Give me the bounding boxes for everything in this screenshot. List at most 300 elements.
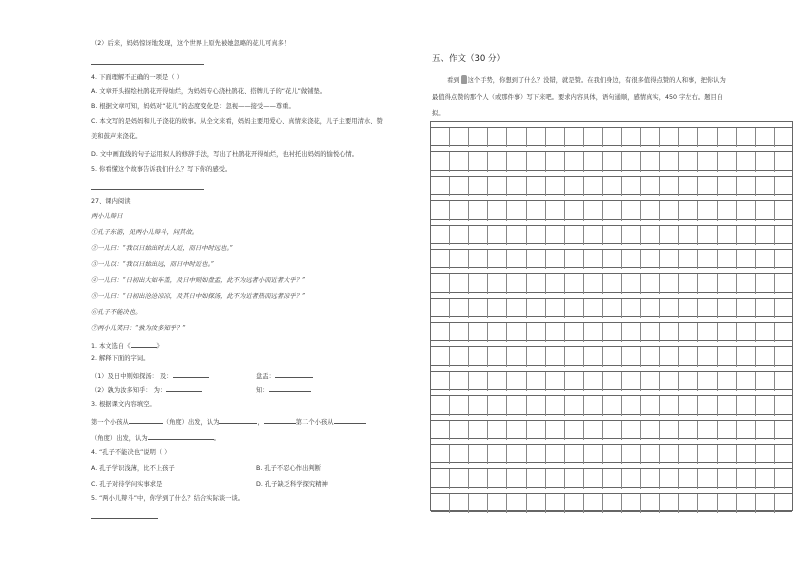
grid-cell[interactable] (603, 469, 622, 488)
grid-cell[interactable] (507, 274, 526, 293)
grid-cell[interactable] (641, 128, 660, 147)
grid-cell[interactable] (546, 421, 565, 440)
grid-cell[interactable] (488, 201, 507, 220)
grid-cell[interactable] (660, 128, 679, 147)
grid-cell[interactable] (469, 469, 488, 488)
grid-cell[interactable] (622, 323, 641, 342)
grid-cell[interactable] (679, 396, 698, 415)
grid-cell[interactable] (698, 469, 717, 488)
grid-cell[interactable] (698, 494, 717, 513)
grid-cell[interactable] (507, 372, 526, 391)
grid-cell[interactable] (450, 445, 469, 464)
grid-cell[interactable] (527, 323, 546, 342)
grid-cell[interactable] (527, 226, 546, 245)
grid-cell[interactable] (603, 347, 622, 366)
grid-cell[interactable] (622, 299, 641, 318)
grid-cell[interactable] (488, 323, 507, 342)
grid-cell[interactable] (450, 250, 469, 269)
grid-cell[interactable] (450, 372, 469, 391)
grid-cell[interactable] (622, 128, 641, 147)
grid-cell[interactable] (603, 421, 622, 440)
grid-cell[interactable] (546, 177, 565, 196)
grid-cell[interactable] (431, 396, 450, 415)
grid-cell[interactable] (718, 226, 737, 245)
grid-cell[interactable] (698, 201, 717, 220)
grid-cell[interactable] (641, 469, 660, 488)
grid-cell[interactable] (679, 152, 698, 171)
grid-cell[interactable] (622, 396, 641, 415)
grid-cell[interactable] (431, 347, 450, 366)
grid-cell[interactable] (641, 323, 660, 342)
grid-cell[interactable] (660, 469, 679, 488)
grid-cell[interactable] (603, 396, 622, 415)
grid-cell[interactable] (641, 396, 660, 415)
grid-cell[interactable] (660, 323, 679, 342)
grid-cell[interactable] (507, 177, 526, 196)
grid-cell[interactable] (507, 226, 526, 245)
grid-cell[interactable] (546, 323, 565, 342)
grid-cell[interactable] (450, 152, 469, 171)
grid-cell[interactable] (737, 250, 756, 269)
grid-cell[interactable] (527, 469, 546, 488)
grid-cell[interactable] (450, 347, 469, 366)
grid-cell[interactable] (584, 347, 603, 366)
grid-cell[interactable] (603, 226, 622, 245)
grid-cell[interactable] (488, 274, 507, 293)
grid-cell[interactable] (507, 299, 526, 318)
grid-cell[interactable] (488, 347, 507, 366)
grid-cell[interactable] (698, 226, 717, 245)
grid-cell[interactable] (488, 299, 507, 318)
grid-cell[interactable] (584, 372, 603, 391)
grid-cell[interactable] (679, 299, 698, 318)
grid-cell[interactable] (546, 201, 565, 220)
grid-cell[interactable] (679, 421, 698, 440)
grid-cell[interactable] (450, 128, 469, 147)
grid-cell[interactable] (622, 421, 641, 440)
grid-cell[interactable] (603, 299, 622, 318)
grid-cell[interactable] (469, 421, 488, 440)
grid-cell[interactable] (527, 128, 546, 147)
answer-blank[interactable] (264, 417, 296, 424)
grid-cell[interactable] (565, 128, 584, 147)
grid-cell[interactable] (756, 445, 775, 464)
grid-cell[interactable] (756, 128, 775, 147)
grid-cell[interactable] (641, 274, 660, 293)
grid-cell[interactable] (431, 445, 450, 464)
grid-cell[interactable] (507, 445, 526, 464)
grid-cell[interactable] (641, 299, 660, 318)
answer-line[interactable] (91, 518, 158, 519)
grid-cell[interactable] (431, 274, 450, 293)
grid-cell[interactable] (679, 469, 698, 488)
grid-cell[interactable] (756, 494, 775, 513)
grid-cell[interactable] (565, 347, 584, 366)
grid-cell[interactable] (698, 274, 717, 293)
grid-cell[interactable] (679, 177, 698, 196)
grid-cell[interactable] (527, 274, 546, 293)
grid-cell[interactable] (450, 469, 469, 488)
grid-cell[interactable] (584, 274, 603, 293)
grid-cell[interactable] (718, 421, 737, 440)
grid-cell[interactable] (679, 250, 698, 269)
grid-cell[interactable] (527, 396, 546, 415)
grid-cell[interactable] (622, 445, 641, 464)
grid-cell[interactable] (641, 177, 660, 196)
grid-cell[interactable] (469, 396, 488, 415)
grid-cell[interactable] (469, 299, 488, 318)
grid-cell[interactable] (469, 445, 488, 464)
grid-cell[interactable] (565, 201, 584, 220)
grid-cell[interactable] (737, 201, 756, 220)
grid-cell[interactable] (756, 396, 775, 415)
grid-cell[interactable] (660, 494, 679, 513)
grid-cell[interactable] (507, 250, 526, 269)
grid-cell[interactable] (679, 226, 698, 245)
grid-cell[interactable] (565, 396, 584, 415)
grid-cell[interactable] (756, 152, 775, 171)
grid-cell[interactable] (527, 201, 546, 220)
grid-cell[interactable] (756, 323, 775, 342)
grid-cell[interactable] (718, 372, 737, 391)
grid-cell[interactable] (546, 494, 565, 513)
grid-cell[interactable] (527, 445, 546, 464)
grid-cell[interactable] (565, 299, 584, 318)
grid-cell[interactable] (450, 274, 469, 293)
grid-cell[interactable] (546, 299, 565, 318)
grid-cell[interactable] (584, 226, 603, 245)
grid-cell[interactable] (565, 494, 584, 513)
grid-cell[interactable] (622, 201, 641, 220)
grid-cell[interactable] (507, 201, 526, 220)
grid-cell[interactable] (756, 372, 775, 391)
grid-cell[interactable] (565, 372, 584, 391)
grid-cell[interactable] (527, 421, 546, 440)
grid-cell[interactable] (660, 421, 679, 440)
grid-cell[interactable] (737, 421, 756, 440)
grid-cell[interactable] (660, 299, 679, 318)
answer-blank[interactable] (129, 417, 163, 424)
answer-blank[interactable] (131, 341, 157, 348)
grid-cell[interactable] (546, 152, 565, 171)
grid-cell[interactable] (469, 201, 488, 220)
grid-cell[interactable] (718, 250, 737, 269)
grid-cell[interactable] (507, 323, 526, 342)
grid-cell[interactable] (698, 323, 717, 342)
grid-cell[interactable] (565, 274, 584, 293)
grid-cell[interactable] (622, 372, 641, 391)
grid-cell[interactable] (698, 152, 717, 171)
answer-blank[interactable] (269, 385, 311, 392)
grid-cell[interactable] (679, 323, 698, 342)
grid-cell[interactable] (660, 274, 679, 293)
grid-cell[interactable] (718, 494, 737, 513)
grid-cell[interactable] (469, 177, 488, 196)
grid-cell[interactable] (527, 494, 546, 513)
grid-cell[interactable] (641, 250, 660, 269)
grid-cell[interactable] (488, 494, 507, 513)
grid-cell[interactable] (507, 347, 526, 366)
grid-cell[interactable] (737, 347, 756, 366)
grid-cell[interactable] (488, 469, 507, 488)
grid-cell[interactable] (641, 372, 660, 391)
grid-cell[interactable] (527, 299, 546, 318)
grid-cell[interactable] (622, 152, 641, 171)
grid-cell[interactable] (737, 469, 756, 488)
grid-cell[interactable] (584, 201, 603, 220)
grid-cell[interactable] (546, 372, 565, 391)
grid-cell[interactable] (756, 274, 775, 293)
grid-cell[interactable] (584, 250, 603, 269)
grid-cell[interactable] (546, 226, 565, 245)
grid-cell[interactable] (718, 128, 737, 147)
grid-cell[interactable] (679, 445, 698, 464)
grid-cell[interactable] (622, 274, 641, 293)
grid-cell[interactable] (450, 421, 469, 440)
grid-cell[interactable] (546, 128, 565, 147)
grid-cell[interactable] (622, 469, 641, 488)
grid-cell[interactable] (698, 177, 717, 196)
grid-cell[interactable] (756, 347, 775, 366)
grid-cell[interactable] (431, 177, 450, 196)
grid-cell[interactable] (698, 421, 717, 440)
grid-cell[interactable] (622, 494, 641, 513)
grid-cell[interactable] (488, 445, 507, 464)
grid-cell[interactable] (565, 323, 584, 342)
grid-cell[interactable] (622, 226, 641, 245)
grid-cell[interactable] (641, 421, 660, 440)
grid-cell[interactable] (603, 445, 622, 464)
grid-cell[interactable] (431, 421, 450, 440)
grid-cell[interactable] (603, 250, 622, 269)
grid-cell[interactable] (622, 347, 641, 366)
answer-blank[interactable] (173, 371, 209, 378)
grid-cell[interactable] (698, 372, 717, 391)
grid-cell[interactable] (698, 299, 717, 318)
answer-blank[interactable] (275, 371, 313, 378)
grid-cell[interactable] (584, 128, 603, 147)
grid-cell[interactable] (488, 396, 507, 415)
grid-cell[interactable] (737, 372, 756, 391)
grid-cell[interactable] (698, 250, 717, 269)
grid-cell[interactable] (507, 396, 526, 415)
grid-cell[interactable] (603, 128, 622, 147)
grid-cell[interactable] (584, 494, 603, 513)
grid-cell[interactable] (603, 372, 622, 391)
grid-cell[interactable] (718, 347, 737, 366)
grid-cell[interactable] (431, 323, 450, 342)
grid-cell[interactable] (756, 421, 775, 440)
grid-cell[interactable] (431, 469, 450, 488)
grid-cell[interactable] (660, 372, 679, 391)
grid-cell[interactable] (737, 323, 756, 342)
grid-cell[interactable] (756, 299, 775, 318)
grid-cell[interactable] (756, 226, 775, 245)
grid-cell[interactable] (431, 152, 450, 171)
grid-cell[interactable] (756, 469, 775, 488)
grid-cell[interactable] (718, 323, 737, 342)
grid-cell[interactable] (469, 128, 488, 147)
grid-cell[interactable] (622, 250, 641, 269)
grid-cell[interactable] (718, 396, 737, 415)
grid-cell[interactable] (488, 226, 507, 245)
grid-cell[interactable] (584, 469, 603, 488)
grid-cell[interactable] (584, 421, 603, 440)
grid-cell[interactable] (660, 250, 679, 269)
grid-cell[interactable] (565, 226, 584, 245)
grid-cell[interactable] (641, 494, 660, 513)
grid-cell[interactable] (603, 274, 622, 293)
grid-cell[interactable] (527, 152, 546, 171)
grid-cell[interactable] (737, 128, 756, 147)
grid-cell[interactable] (660, 226, 679, 245)
grid-cell[interactable] (718, 274, 737, 293)
grid-cell[interactable] (679, 372, 698, 391)
grid-cell[interactable] (718, 299, 737, 318)
grid-cell[interactable] (469, 250, 488, 269)
grid-cell[interactable] (698, 128, 717, 147)
grid-cell[interactable] (737, 152, 756, 171)
grid-cell[interactable] (698, 396, 717, 415)
grid-cell[interactable] (641, 347, 660, 366)
grid-cell[interactable] (737, 299, 756, 318)
answer-blank[interactable] (219, 417, 257, 424)
grid-cell[interactable] (469, 323, 488, 342)
grid-cell[interactable] (469, 494, 488, 513)
grid-cell[interactable] (450, 396, 469, 415)
grid-cell[interactable] (469, 274, 488, 293)
grid-cell[interactable] (660, 396, 679, 415)
grid-cell[interactable] (565, 469, 584, 488)
grid-cell[interactable] (488, 152, 507, 171)
grid-cell[interactable] (488, 372, 507, 391)
grid-cell[interactable] (641, 201, 660, 220)
grid-cell[interactable] (431, 128, 450, 147)
grid-cell[interactable] (660, 347, 679, 366)
grid-cell[interactable] (450, 226, 469, 245)
grid-cell[interactable] (546, 274, 565, 293)
answer-blank[interactable] (166, 385, 202, 392)
grid-cell[interactable] (679, 201, 698, 220)
grid-cell[interactable] (718, 201, 737, 220)
grid-cell[interactable] (431, 226, 450, 245)
grid-cell[interactable] (565, 250, 584, 269)
grid-cell[interactable] (660, 177, 679, 196)
grid-cell[interactable] (584, 177, 603, 196)
grid-cell[interactable] (603, 494, 622, 513)
grid-cell[interactable] (507, 421, 526, 440)
grid-cell[interactable] (679, 347, 698, 366)
grid-cell[interactable] (450, 177, 469, 196)
grid-cell[interactable] (431, 372, 450, 391)
grid-cell[interactable] (756, 177, 775, 196)
grid-cell[interactable] (698, 445, 717, 464)
grid-cell[interactable] (450, 494, 469, 513)
grid-cell[interactable] (527, 250, 546, 269)
grid-cell[interactable] (565, 152, 584, 171)
grid-cell[interactable] (488, 177, 507, 196)
answer-line[interactable] (91, 189, 204, 190)
answer-line[interactable] (91, 64, 204, 65)
grid-cell[interactable] (507, 152, 526, 171)
grid-cell[interactable] (718, 152, 737, 171)
grid-cell[interactable] (679, 494, 698, 513)
grid-cell[interactable] (603, 177, 622, 196)
grid-cell[interactable] (622, 177, 641, 196)
grid-cell[interactable] (450, 323, 469, 342)
grid-cell[interactable] (469, 347, 488, 366)
grid-cell[interactable] (584, 323, 603, 342)
grid-cell[interactable] (718, 177, 737, 196)
grid-cell[interactable] (507, 128, 526, 147)
grid-cell[interactable] (507, 494, 526, 513)
grid-cell[interactable] (565, 177, 584, 196)
grid-cell[interactable] (660, 201, 679, 220)
grid-cell[interactable] (507, 469, 526, 488)
grid-cell[interactable] (737, 445, 756, 464)
grid-cell[interactable] (584, 152, 603, 171)
grid-cell[interactable] (756, 250, 775, 269)
grid-cell[interactable] (641, 445, 660, 464)
grid-cell[interactable] (698, 347, 717, 366)
grid-cell[interactable] (431, 250, 450, 269)
grid-cell[interactable] (584, 299, 603, 318)
grid-cell[interactable] (527, 347, 546, 366)
grid-cell[interactable] (488, 250, 507, 269)
grid-cell[interactable] (756, 201, 775, 220)
grid-cell[interactable] (737, 226, 756, 245)
grid-cell[interactable] (450, 299, 469, 318)
grid-cell[interactable] (527, 177, 546, 196)
grid-cell[interactable] (603, 201, 622, 220)
grid-cell[interactable] (718, 445, 737, 464)
grid-cell[interactable] (660, 445, 679, 464)
grid-cell[interactable] (737, 177, 756, 196)
essay-writing-grid[interactable] (430, 121, 793, 511)
grid-cell[interactable] (527, 372, 546, 391)
answer-blank[interactable] (334, 417, 366, 424)
grid-cell[interactable] (565, 421, 584, 440)
grid-cell[interactable] (450, 201, 469, 220)
grid-cell[interactable] (737, 274, 756, 293)
grid-cell[interactable] (603, 323, 622, 342)
grid-cell[interactable] (679, 128, 698, 147)
grid-cell[interactable] (469, 226, 488, 245)
grid-cell[interactable] (718, 469, 737, 488)
grid-cell[interactable] (584, 445, 603, 464)
grid-cell[interactable] (565, 445, 584, 464)
grid-cell[interactable] (469, 152, 488, 171)
grid-cell[interactable] (488, 421, 507, 440)
grid-cell[interactable] (641, 152, 660, 171)
grid-cell[interactable] (679, 274, 698, 293)
grid-cell[interactable] (584, 396, 603, 415)
answer-blank[interactable] (148, 433, 214, 440)
grid-cell[interactable] (431, 494, 450, 513)
grid-cell[interactable] (737, 396, 756, 415)
grid-cell[interactable] (546, 396, 565, 415)
grid-cell[interactable] (431, 201, 450, 220)
grid-cell[interactable] (641, 226, 660, 245)
grid-cell[interactable] (546, 445, 565, 464)
grid-cell[interactable] (431, 299, 450, 318)
grid-cell[interactable] (469, 372, 488, 391)
grid-cell[interactable] (488, 128, 507, 147)
grid-cell[interactable] (546, 250, 565, 269)
grid-cell[interactable] (546, 469, 565, 488)
grid-cell[interactable] (737, 494, 756, 513)
grid-cell[interactable] (546, 347, 565, 366)
